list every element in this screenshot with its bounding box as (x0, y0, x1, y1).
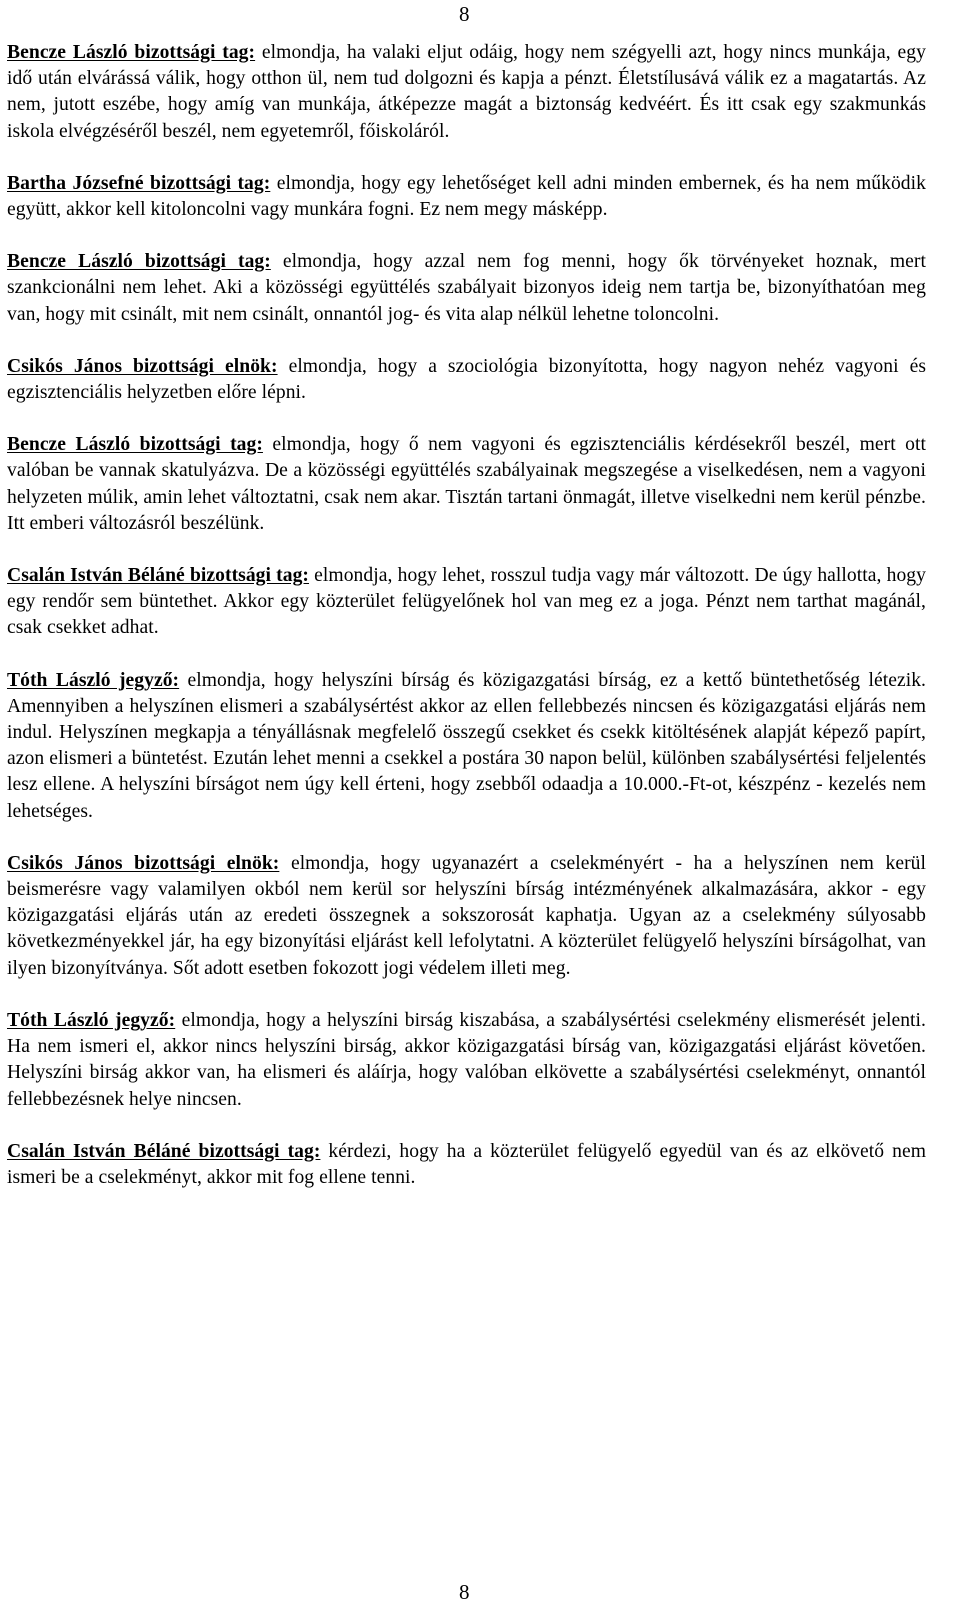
paragraph-text: elmondja, hogy ő nem vagyoni és egzisztenciális kérdésekről beszél, mert ott valóban be vannak skatulyázva. De a közösségi együttélés szabályainak megszegése a viselkedésen, nem a vagyoni helyzeten múlik, amin lehet változtatni, csak nem akar. Tisztán tartani önmagát, illetve viselkedni nem kerül pénzbe. Itt emberi változásról beszélünk. (7, 434, 926, 534)
page-number-bottom: 8 (459, 1580, 470, 1604)
page-number-top: 8 (459, 2, 470, 26)
paragraph-text: elmondja, ha valaki eljut odáig, hogy nem szégyelli azt, hogy nincs munkája, egy idő után elvárássá válik, hogy otthon ül, nem tud dolgozni és kapja a pénzt. Életstílusává válik ez a magatartás. Az nem, jutott eszébe, hogy amíg van munkája, átképezze magát a biztonság kedvéért. És itt csak egy szakmunkás iskola elvégzéséről beszél, nem egyetemről, főiskoláról. (7, 42, 926, 142)
minutes-paragraph (7, 171, 926, 223)
minutes-body (7, 40, 926, 1217)
paragraph-text: kérdezi, hogy ha a közterület felügyelő egyedül van és az elkövető nem ismeri be a cselekményt, akkor mit fog ellene tenni. (7, 1140, 926, 1188)
minutes-paragraph (7, 851, 926, 982)
speaker-name: Csikós János bizottsági elnök: (7, 852, 280, 874)
speaker-name: Bencze László bizottsági tag: (7, 42, 256, 63)
minutes-paragraph (7, 249, 926, 328)
minutes-paragraph (7, 1139, 926, 1191)
speaker-name: Csikós János bizottsági elnök: (7, 355, 278, 377)
paragraph-text: elmondja, hogy lehet, rosszul tudja vagy már változott. De úgy hallotta, hogy egy rendőr sem büntethet. Akkor egy közterület felügyelőnek hol van meg ez a joga. Pénzt nem tarthat magánál, csak csekket adhat. (7, 565, 926, 639)
speaker-name: Bartha Józsefné bizottsági tag: (7, 172, 271, 194)
paragraph-text: elmondja, hogy a helyszíni birság kiszabása, a szabálysértési cselekmény elismerését jelenti. Ha nem ismeri el, akkor nincs helyszíni birság, akkor közigazgatási bírság van, közigazgatási eljárást követően. Helyszíni birság akkor van, ha elismeri és aláírja, hogy valóban elkövette a szabálysértési cselekményt, onnantól fellebbezésnek helye nincsen. (7, 1009, 926, 1110)
speaker-name: Tóth László jegyző: (7, 669, 180, 691)
paragraph-text: elmondja, hogy egy lehetőséget kell adni minden embernek, és ha nem működik együtt, akkor kell kitoloncolni vagy munkára fogni. Ez nem megy másképp. (7, 172, 926, 221)
speaker-name: Bencze László bizottsági tag: (7, 251, 271, 273)
minutes-paragraph (7, 563, 926, 642)
paragraph-text: elmondja, hogy ugyanazért a cselekményért - ha a helyszínen nem kerül beismerésre vagy valamilyen okból nem kerül sor helyszíni bírság intézményének alkalmazására, akkor - egy közigazgatási eljárás után az eredeti összegnek a sokszorosát kaphatja. Ugyan az a cselekmény súlyosabb következményekkel jár, ha egy bizonyítási eljárást kell lefolytatni. A közterület felügyelő helyszíni bírságolhat, van ilyen bizonyítványa. Sőt adott esetben fokozott jogi védelem illeti meg. (7, 852, 927, 979)
minutes-paragraph (7, 354, 926, 406)
minutes-paragraph (7, 1008, 926, 1113)
minutes-paragraph (7, 40, 926, 145)
speaker-name: Csalán István Béláné bizottsági tag: (7, 565, 310, 587)
minutes-paragraph (7, 432, 926, 537)
paragraph-text: elmondja, hogy azzal nem fog menni, hogy ők törvényeket hoznak, mert szankcionálni nem lehet. Aki a közösségi együttélés szabályait bizonyos ideig nem tartja be, bizonyíthatóan meg van, hogy mit csinált, mit nem csinált, onnantól jog- és vita alap nélkül lehetne toloncolni. (7, 251, 926, 325)
speaker-name: Bencze László bizottsági tag: (7, 434, 263, 456)
speaker-name: Tóth László jegyző: (7, 1009, 176, 1031)
speaker-name: Csalán István Béláné bizottsági tag: (7, 1140, 321, 1162)
paragraph-text: elmondja, hogy a szociológia bizonyította, hogy nagyon nehéz vagyoni és egzisztenciális helyzetben előre lépni. (7, 355, 926, 404)
minutes-paragraph (7, 668, 926, 825)
paragraph-text: elmondja, hogy helyszíni bírság és közigazgatási bírság, ez a kettő büntethetőség létezik. Amennyiben a helyszínen elismeri a szabálysértést akkor az ellen fellebbezés nincsen és közigazgatási eljárás nem indul. Helyszínen megkapja a tényállásnak megfelelő összegű csekket és csekk kitöltésének alapját képező papírt, azon elismeri a büntetést. Ezután lehet menni a csekkel a postára 30 napon belül, különben szabálysértési feljelentés lesz ellene. A helyszíni bírságot nem úgy kell érteni, hogy zsebből odaadja a 10.000.-Ft-ot, készpénz - kezelés nem lehetséges. (7, 669, 926, 822)
